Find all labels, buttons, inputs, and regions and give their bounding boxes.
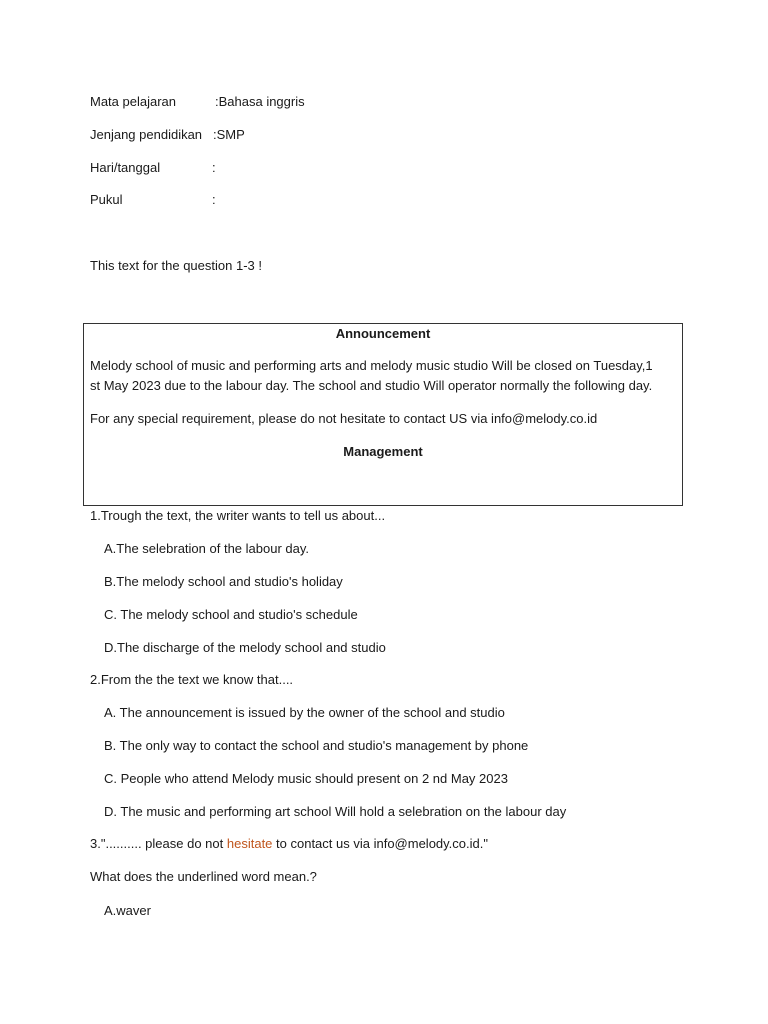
question-2: 2.From the the text we know that.... [90,672,294,687]
announcement-title: Announcement [335,326,431,341]
field-label-time: Pukul [90,192,123,207]
announcement-signature: Management [343,444,423,459]
question-3-text-after: to contact us via info@melody.co.id." [272,836,488,851]
question-2-option-d: D. The music and performing art school Will hold a selebration on the labour day [104,804,567,819]
announcement-paragraph-2: For any special requirement, please do not hesitate to contact US via info@melody.co.id [90,411,598,426]
question-1-option-c: C. The melody school and studio's schedule [104,607,358,622]
field-value-subject: :Bahasa inggris [215,94,305,109]
field-value-date: : [212,160,216,175]
field-label-subject: Mata pelajaran [90,94,176,109]
question-1-option-d: D.The discharge of the melody school and studio [104,640,386,655]
field-label-level: Jenjang pendidikan [90,127,203,142]
question-3 [90,836,488,852]
announcement-paragraph-1: Melody school of music and performing arts and melody music studio Will be closed on Tuesday,1 st May 2023 due to the labour day. The school and studio Will operator normally the following day. [90,358,653,393]
question-1: 1.Trough the text, the writer wants to tell us about... [90,508,386,523]
field-value-time: : [212,192,216,207]
intro-text: This text for the question 1-3 ! [90,258,262,273]
question-1-option-b: B.The melody school and studio's holiday [104,574,343,589]
question-2-option-a: A. The announcement is issued by the owner of the school and studio [104,705,505,720]
field-value-level: :SMP [213,127,245,142]
question-1-option-a: A.The selebration of the labour day. [104,541,309,556]
question-3-text-before: 3.".......... please do not [90,836,227,851]
question-2-option-c: C. People who attend Melody music should present on 2 nd May 2023 [104,771,508,786]
field-label-date: Hari/tanggal [90,160,161,175]
question-3-option-a: A.waver [104,903,151,918]
question-2-option-b: B. The only way to contact the school and studio's management by phone [104,738,529,753]
announcement-box [83,323,683,506]
question-3-subtext: What does the underlined word mean.? [90,869,317,884]
question-3-highlight-word: hesitate [226,836,273,851]
